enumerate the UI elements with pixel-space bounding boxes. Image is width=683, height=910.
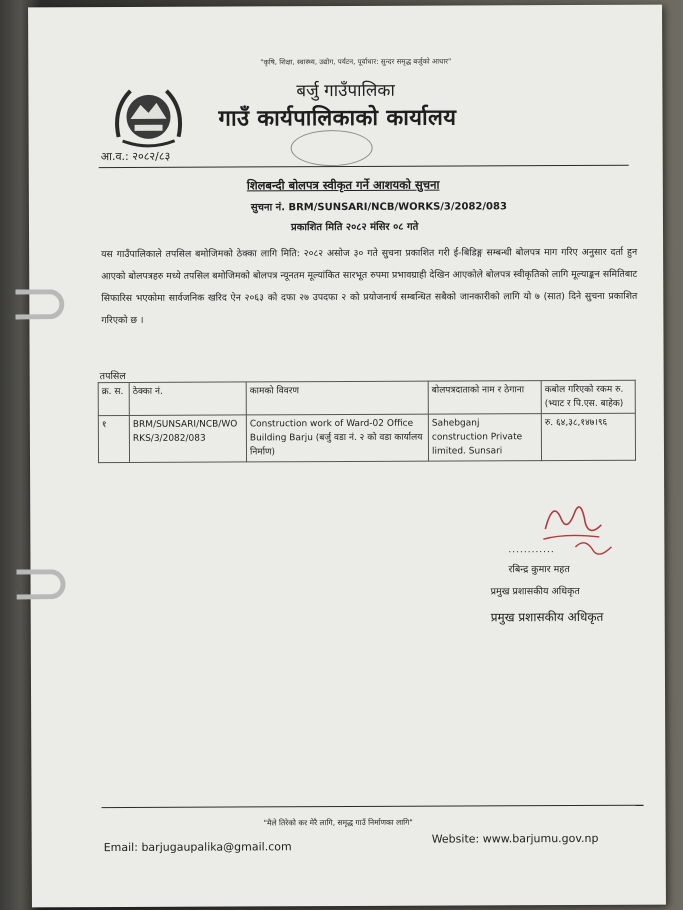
header-motto: "कृषि, शिक्षा, स्वास्थ्य, उद्योग, पर्यटन, पूर्वाधार: सुन्दर समृद्ध बर्जुको आधार" <box>260 57 452 67</box>
published-date: प्रकाशित मिति २०८२ मंसिर ०८ गते <box>290 221 419 234</box>
schedule-table <box>98 380 636 463</box>
notice-page <box>28 5 666 908</box>
municipality-emblem-icon <box>108 79 188 151</box>
signatory-title-stamp: प्रमुख प्रशासकीय अधिकृत <box>490 609 604 625</box>
header-contract-no: ठेक्का नं. <box>129 382 246 416</box>
table-row <box>98 413 635 462</box>
footer-website: Website: www.barjumu.gov.np <box>431 831 599 846</box>
notice-reference: सुचना नं. BRM/SUNSARI/NCB/WORKS/3/2082/083 <box>250 201 507 214</box>
cell-contract-no: BRM/SUNSARI/NCB/WORKS/3/2082/083 <box>129 415 246 463</box>
municipality-name: बर्जु गाउँपालिका <box>296 80 395 102</box>
notice-title: शिलबन्दी बोलपत्र स्वीकृत गर्ने आशयको सुचना <box>246 177 440 193</box>
cell-bidder: Sahebganj construction Private limited. Sunsari <box>428 414 541 461</box>
cell-work-description: Construction work of Ward-02 Office Building Barju (बर्जु वडा नं. २ को वडा कार्यालय निर्माण) <box>246 414 428 462</box>
signature-line: ............ <box>508 545 555 556</box>
signatory-title: प्रमुख प्रशासकीय अधिकृत <box>490 585 580 598</box>
office-name: गाउँ कार्यपालिकाको कार्यालय <box>218 104 457 132</box>
footer-motto: "मैले तिरेको कर मेरै लागि, समृद्ध गाउँ निर्माणका लागि" <box>263 817 413 828</box>
fiscal-year: आ.व.: २०८२/८३ <box>100 149 171 164</box>
header-work-description: कामको विवरण <box>246 381 428 415</box>
notice-body: यस गाउँपालिकाले तपसिल बमोजिमको ठेक्का लागि मिति: २०८२ असोज ३० गते सुचना प्रकाशित गरी ई-बिडिङ्ग सम्बन्धी बोलपत्र माग गरिए अनुसार दर्ता हुन आएको बोलपत्रहरु मध्ये तपसिल बमोजिमको बोलपत्र न्यूनतम मूल्यांकित सारभूत रुपमा प्रभावग्राही देखिन आएकोले बोलपत्र स्वीकृतिको लागि मूल्याङ्कन समितिबाट सिफारिस भएकोमा सार्वजनिक खरिद ऐन २०६३ को दफा २७ उपदफा २ को प्रयोजनार्थ सम्बन्धित सबैको जानकारीको लागि यो ७ (सात) दिने सुचना प्रकाशित गरिएको छ । <box>101 246 638 327</box>
cell-sn: १ <box>98 415 129 462</box>
binder-ring <box>15 289 64 319</box>
header-sn: क्र. स. <box>98 382 129 415</box>
cell-amount: रु. ६४,३८,१४७।९६ <box>541 413 635 460</box>
header-divider <box>99 165 629 168</box>
table-header-row <box>98 380 635 415</box>
footer-email: Email: barjugaupalika@gmail.com <box>103 840 292 855</box>
schedule-label: तपसिल <box>99 370 126 383</box>
footer-divider <box>102 805 644 808</box>
binder-ring <box>16 569 65 599</box>
header-amount: कबोल गरिएको रकम रु. (भ्याट र पि.एस. बाहेक) <box>541 380 635 413</box>
header-bidder: बोलपत्रदाताको नाम र ठेगाना <box>428 381 541 414</box>
signatory-name: रबिन्द्र कुमार महत <box>508 564 570 576</box>
office-stamp <box>291 130 373 166</box>
